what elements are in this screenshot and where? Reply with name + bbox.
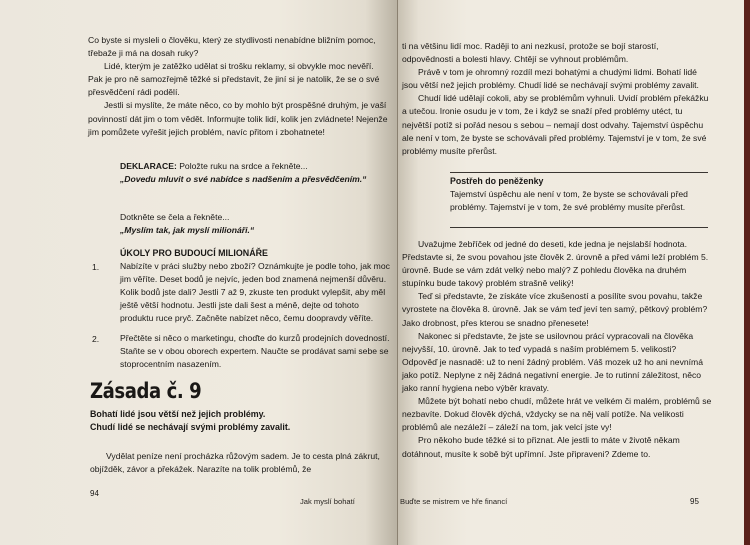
right-page bbox=[398, 0, 744, 545]
intro-paragraph: Jestli si myslíte, že máte něco, co by mohlo být prospěšné druhým, je vaší povinností dát jim o tom vědět. Informujte tolik lidí, kolik jen zvládnete! Nejenže jim pomůžete vyřešit jejich problém, navíc přitom i zbohatnete! bbox=[88, 100, 388, 137]
book-cover-edge bbox=[744, 0, 750, 545]
declaration-label: DEKLARACE: bbox=[120, 161, 177, 171]
principle-line: Bohatí lidé jsou větší než jejich problémy. bbox=[90, 409, 266, 419]
task-text: Přečtěte si něco o marketingu, choďte do kurzů prodejních dovedností. Staňte se v obou oborech expertem. Naučte se prodávat sami sebe se stoprocentním nasazením. bbox=[120, 333, 390, 370]
body-paragraph: Pro někoho bude těžké si to přiznat. Ale jestli to máte v životě někam dotáhnout, musíte k sobě být upřímní. Jste připraveni? Zdeme to. bbox=[402, 435, 680, 459]
body-paragraph: ti na většinu lidí moc. Raději to ani nezkusí, protože se bojí starostí, odpovědnosti a bolesti hlavy. Chtějí se vyhnout problémům. bbox=[402, 41, 659, 65]
principle-lines bbox=[90, 408, 390, 434]
tasks-heading: ÚKOLY PRO BUDOUCÍ MILIONÁŘE bbox=[120, 248, 268, 258]
box-bottom-rule bbox=[450, 227, 708, 228]
page-number: 95 bbox=[690, 497, 699, 506]
intro-paragraph: Co byste si mysleli o člověku, který ze stydlivosti nenabídne bližním pomoc, třebaže ji má na dosah ruky? bbox=[88, 35, 376, 59]
declaration-text: Položte ruku na srdce a řekněte... bbox=[179, 161, 308, 171]
body-paragraph: Teď si představte, že získáte více zkušeností a posílíte svou povahu, takže vyrostete na člověka 8. úrovně. Jak se vám teď jeví ten samý, pětkový problém? Jako drobnost, přes kterou se snadno přenesete! bbox=[402, 291, 708, 328]
touch-text: Dotkněte se čela a řekněte... bbox=[120, 212, 230, 222]
touch-quote: „Myslím tak, jak myslí milionáři.“ bbox=[120, 225, 255, 236]
intro-paragraph: Lidé, kterým je zatěžko udělat si trošku reklamy, si obvykle moc nevěří. Pak je pro ně samozřejmě těžké si představit, že jiní si je natolik, že se o své přesvědčení rádi podělí. bbox=[88, 61, 380, 98]
body-paragraph: Právě v tom je ohromný rozdíl mezi bohatými a chudými lidmi. Bohatí lidé jsou větší než jejich problémy. Chudí lidé se nechávají svými problémy zavalit. bbox=[402, 67, 699, 91]
running-footer: Buďte se mistrem ve hře financí bbox=[400, 497, 508, 506]
body-paragraph: Můžete být bohatí nebo chudí, můžete hrát ve velkém či malém, problémů se nezbavíte. Dokud člověk dýchá, vždycky se na něj valí potíže. Na velikosti problémů ale nezáleží – záleží na tom, jak velcí jste vy! bbox=[402, 396, 712, 433]
touch-block bbox=[120, 211, 392, 237]
running-footer: Jak myslí bohatí bbox=[300, 497, 355, 506]
principle-title: Zásada č. 9 bbox=[90, 379, 202, 403]
box-text: Tajemství úspěchu ale není v tom, že byste se schovávali před problémy. Tajemství je v tom, že své problémy musíte přerůst. bbox=[450, 189, 688, 213]
declaration-block bbox=[120, 160, 392, 186]
right-top-text bbox=[402, 40, 712, 158]
body-paragraph: Uvažujme žebříček od jedné do deseti, kde jedna je nejslabší hodnota. Představte si, že svou povahou jste člověk 2. úrovně a před vámi leží problém 5. úrovně. Bude se vám zdát velký nebo malý? Z pohledu člověka na druhém stupínku bude takový problém strašně veliký! bbox=[402, 239, 709, 289]
task-text: Nabízíte v práci služby nebo zboží? Oznámkujte je podle toho, jak moc jim věříte. Deset bodů je nejvíc, jeden bod znamená nejmenší důvěru. Kolik bodů jste dali? Jestli 7 až 9, zkuste ten produkt vylepšit, aby měl ještě větší hodnotu. Jestli jste dali šest a méně, dejte od tohoto produktu ruce pryč. Začněte nabízet něco, čemu doopravdy věříte. bbox=[120, 261, 390, 324]
right-bottom-text bbox=[402, 238, 712, 461]
body-paragraph: Chudí lidé udělají cokoli, aby se problémům vyhnuli. Uvidí problém překážku a utečou. Ironie osudu je v tom, že i když se snaží před problémy utéct, tu největší potíž si pořád nesou s sebou – nemají dost odvahy. Tajemství úspěchu ale není v tom, že byste se schovávali před problémy. Tajemství je v tom, že své problémy musíte přerůst. bbox=[402, 93, 709, 156]
principle-line: Chudí lidé se nechávají svými problémy zavalit. bbox=[90, 422, 291, 433]
declaration-quote: „Dovedu mluvit o své nabídce s nadšením a přesvědčením.“ bbox=[120, 174, 367, 185]
body-paragraph: Nakonec si představte, že jste se usilovnou prácí vypracovali na člověka nejvyšší, 10. úrovně. Jak to teď vypadá s naším problémem 5. velikosti? Odpověď je nasnadě: už to není žádný problém. Váš mozek už ho ani nevnímá jako potíž. Neplyne z něj žádná negativní energie. Je to rutinní záležitost, něco jako ranní hygiena nebo výběr kravaty. bbox=[402, 330, 703, 394]
task-number: 1. bbox=[92, 262, 100, 272]
box-title: Postřeh do peněženky bbox=[450, 176, 544, 186]
closing-paragraph: Vydělat peníze není procházka růžovým sadem. Je to cesta plná zákrut, objížděk, závor a překážek. Narazíte na tolik problémů, že bbox=[90, 451, 380, 475]
page-number: 94 bbox=[90, 489, 99, 498]
box-top-rule bbox=[450, 172, 708, 173]
task-number: 2. bbox=[92, 334, 100, 344]
left-intro bbox=[88, 34, 390, 139]
